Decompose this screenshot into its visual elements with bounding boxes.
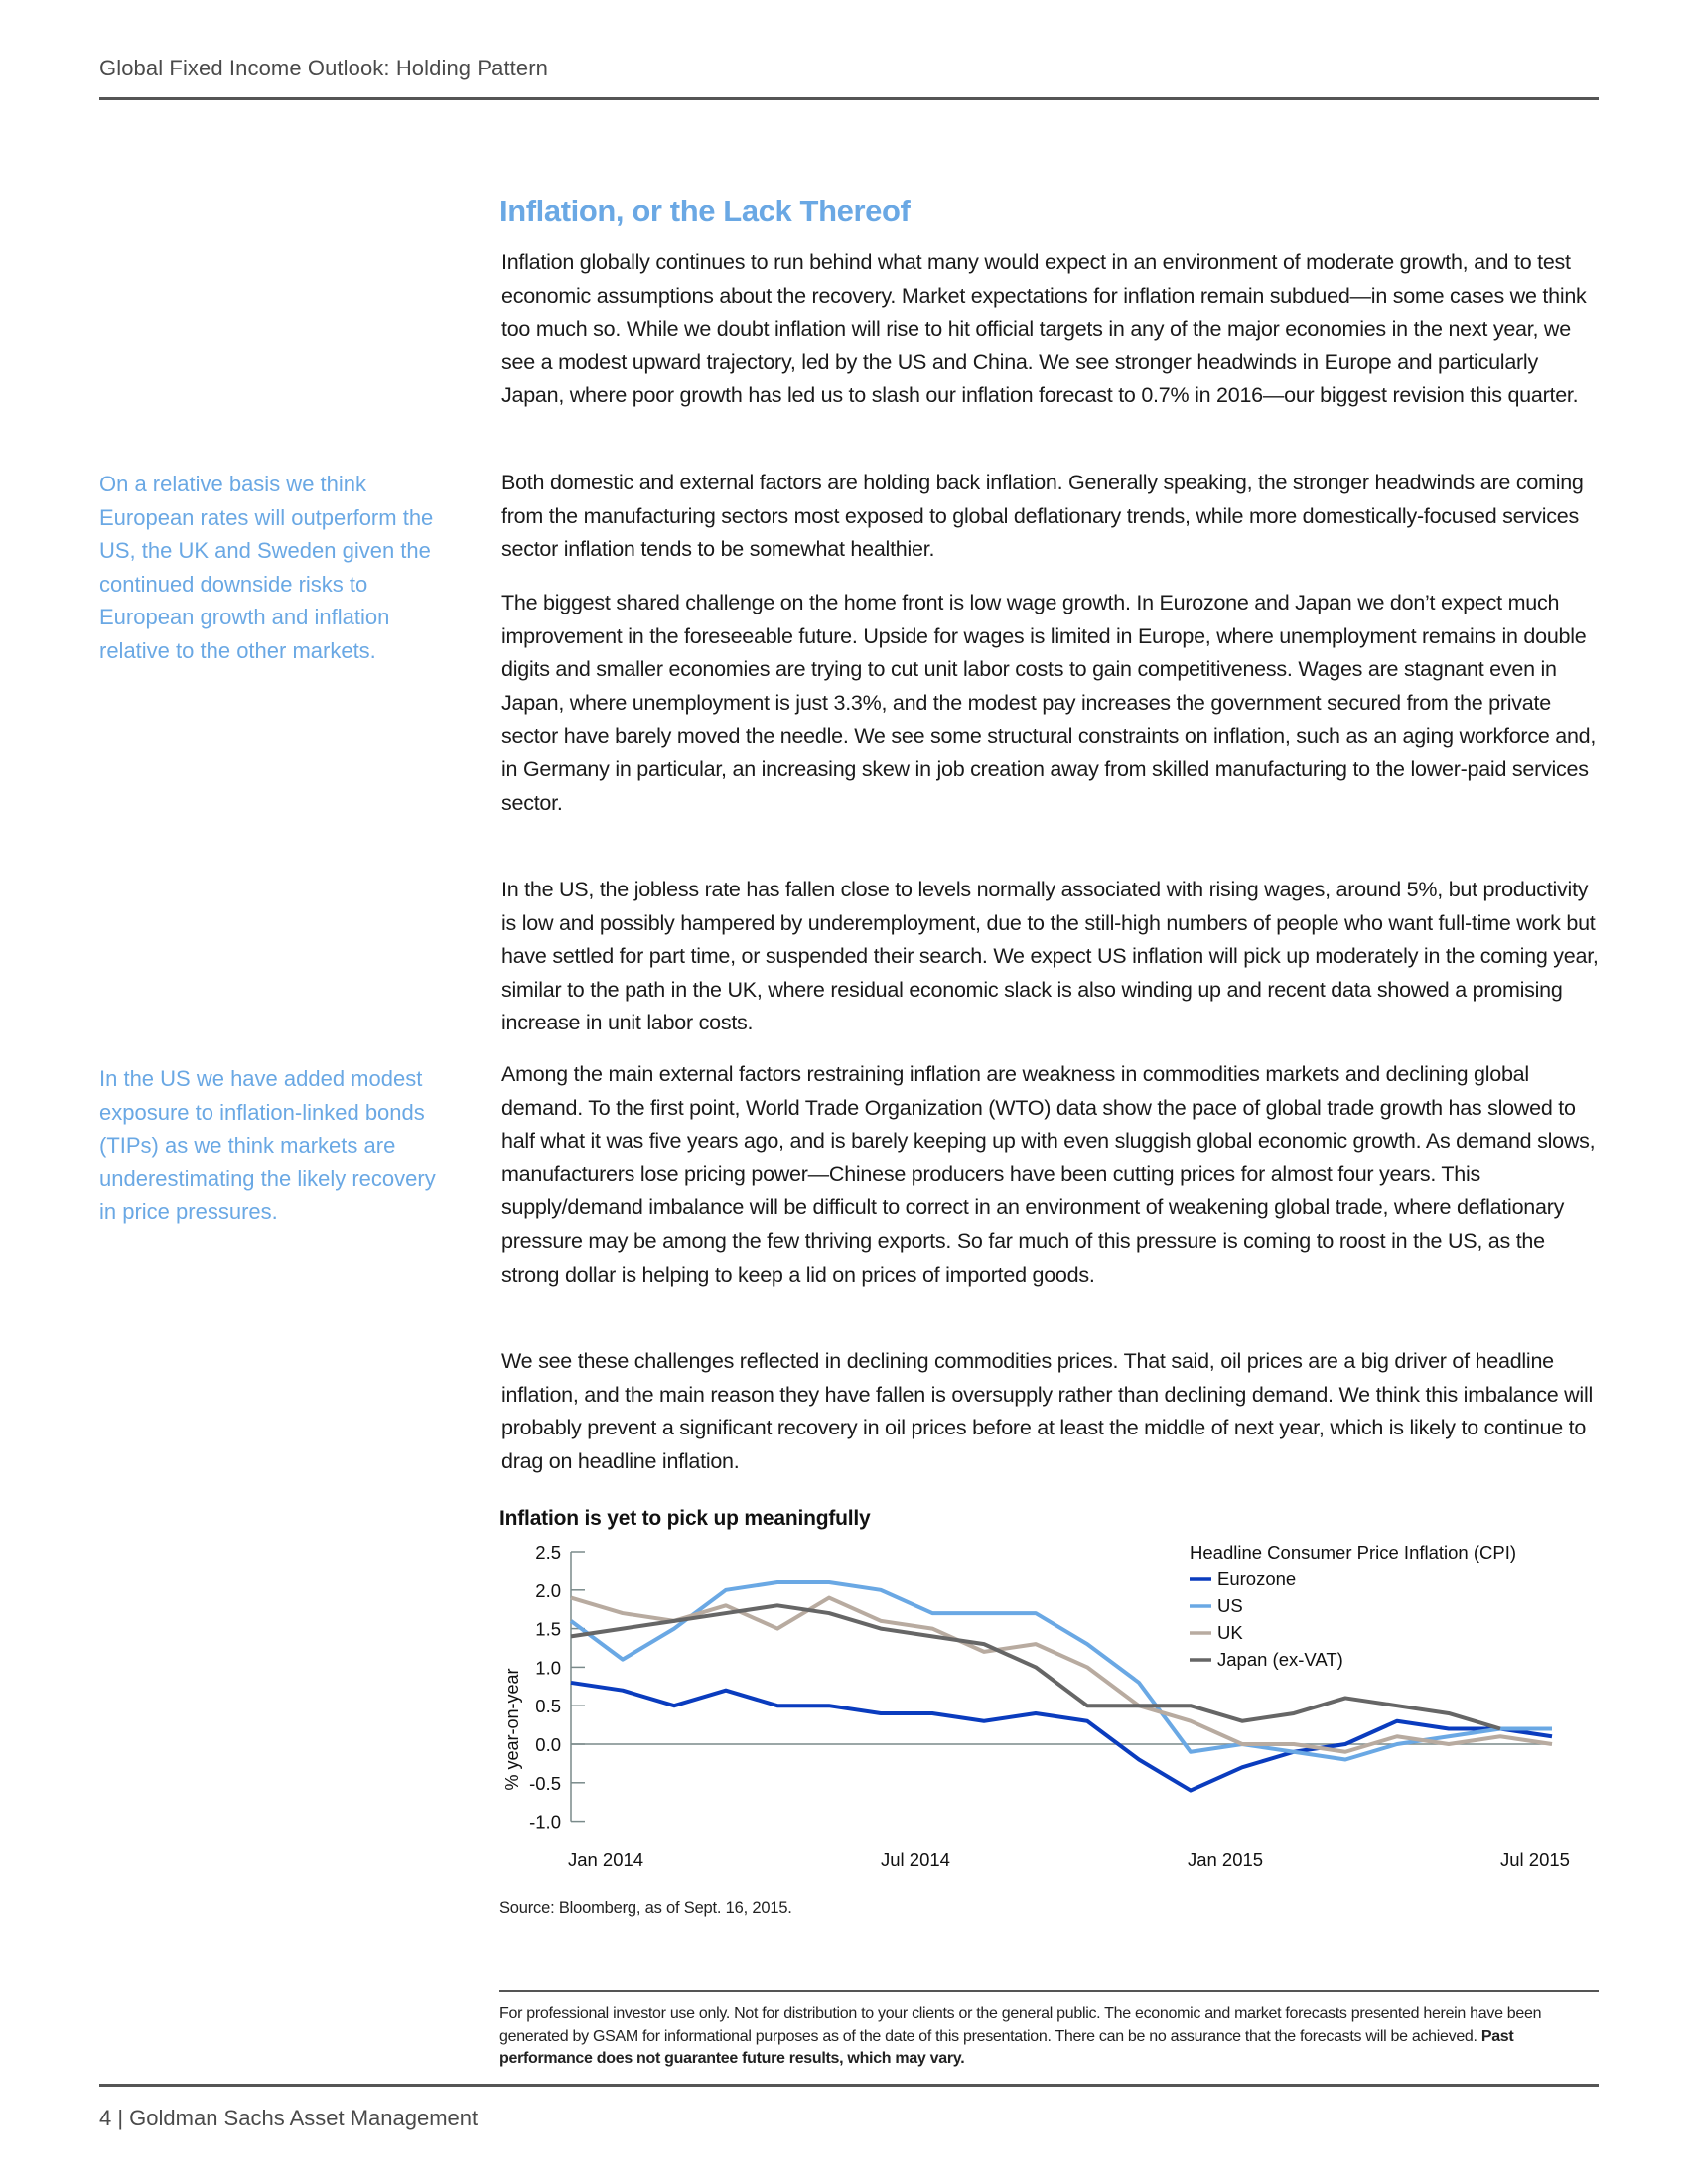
y-axis-label: % year-on-year (502, 1668, 522, 1791)
legend-label: Eurozone (1217, 1569, 1297, 1589)
disclaimer-divider (499, 1990, 1599, 1992)
x-tick-label: Jan 2015 (1187, 1849, 1264, 1870)
disclaimer-text: For professional investor use only. Not for distribution to your clients or the general public. The economic and market forecasts presented herein have been generated by GSAM for informational purposes as of the date of this presentation. There can be no assurance that the forecasts will be achieved. (499, 2005, 1542, 2045)
section-title: Inflation, or the Lack Thereof (499, 194, 911, 228)
body-paragraph (501, 246, 1604, 413)
page-footer: 4 | Goldman Sachs Asset Management (99, 2106, 479, 2130)
paragraph-text: The biggest shared challenge on the home front is low wage growth. In Eurozone and Japan we don’t expect much improvement in the foreseeable future. Upside for wages is limited in Europe, where unemployment remains in double digits and smaller economies are trying to cut unit labor costs to gain competitiveness. Wages are stagnant even in Japan, where unemployment is just 3.3%, and the modest pay increases the government secured from the private sector have barely moved the needle. We see some structural constraints on inflation, such as an aging workforce and, in Germany in particular, an increasing skew in job creation away from skilled manufacturing to the lower-paid services sector. (501, 591, 1597, 815)
paragraph-text: Both domestic and external factors are holding back inflation. Generally speaking, the stronger headwinds are coming from the manufacturing sectors most exposed to global deflationary trends, while more domestically-focused services sector inflation tends to be somewhat healthier. (501, 471, 1584, 562)
y-tick-label: -0.5 (529, 1772, 561, 1794)
series-line-uk (571, 1598, 1552, 1752)
legend-label: Japan (ex-VAT) (1217, 1649, 1343, 1670)
inflation-line-chart (487, 1534, 1599, 1881)
y-tick-label: 2.0 (535, 1579, 561, 1601)
paragraph-text: Inflation globally continues to run behind what many would expect in an environment of moderate growth, and to test economic assumptions about the recovery. Market expectations for inflation remain subdued—in some cases we think too much so. While we doubt inflation will rise to hit official targets in any of the major economies in the next year, we see a modest upward trajectory, led by the US and China. We see stronger headwinds in Europe and particularly Japan, where poor growth has led us to slash our inflation forecast to 0.7% in 2016—our biggest revision this quarter. (501, 250, 1587, 408)
body-paragraph (501, 1058, 1604, 1292)
paragraph-text: In the US, the jobless rate has fallen close to levels normally associated with rising wages, around 5%, but productivity is low and possibly hampered by underemployment, due to the still-high numbers of people who want full-time work but have settled for part time, or suspended their search. We expect US inflation will pick up moderately in the coming year, similar to the path in the UK, where residual economic slack is also winding up and recent data showed a promising increase in unit labor costs. (501, 878, 1599, 1035)
y-tick-label: 2.5 (535, 1542, 561, 1563)
y-tick-label: 1.5 (535, 1618, 561, 1640)
body-paragraph (501, 1345, 1604, 1478)
x-tick-label: Jul 2015 (1500, 1849, 1570, 1870)
legend-label: US (1217, 1595, 1243, 1616)
y-tick-label: 0.5 (535, 1696, 561, 1717)
y-tick-label: 1.0 (535, 1657, 561, 1679)
sidebar-note: In the US we have added modest exposure to inflation-linked bonds (TIPs) as we think markets are underestimating the likely recovery in price pressures. (99, 1066, 436, 1225)
chart-title: Inflation is yet to pick up meaningfully (499, 1507, 871, 1530)
paragraph-text: We see these challenges reflected in declining commodities prices. That said, oil prices are a big driver of headline inflation, and the main reason they have fallen is oversupply rather than declining demand. We think this imbalance will probably prevent a significant recovery in oil prices before at least the middle of next year, which is likely to continue to drag on headline inflation. (501, 1349, 1593, 1473)
paragraph-text: Among the main external factors restraining inflation are weakness in commodities markets and declining global demand. To the first point, World Trade Organization (WTO) data show the pace of global trade growth has slowed to half what it was five years ago, and is barely keeping up with even sluggish global economic growth. As demand slows, manufacturers lose pricing power—Chinese producers have been cutting prices for almost four years. This supply/demand imbalance will be difficult to correct in an environment of weakening global trade, where deflationary pressure may be among the few thriving exports. So far much of this pressure is coming to roost in the US, as the strong dollar is helping to keep a lid on prices of imported goods. (501, 1062, 1596, 1287)
chart-source: Source: Bloomberg, as of Sept. 16, 2015. (499, 1899, 792, 1917)
disclaimer-bold-text: Past performance does not guarantee future results, which may vary. (499, 2027, 1514, 2067)
legend-title: Headline Consumer Price Inflation (CPI) (1190, 1542, 1517, 1563)
running-header-title: Global Fixed Income Outlook: Holding Pattern (99, 56, 548, 80)
header-divider (99, 97, 1599, 100)
x-tick-label: Jul 2014 (881, 1849, 950, 1870)
sidebar-note: On a relative basis we think European rates will outperform the US, the UK and Sweden given the continued downside risks to European growth and inflation relative to the other markets. (99, 472, 434, 663)
y-tick-label: -1.0 (529, 1811, 561, 1833)
body-paragraph (501, 874, 1604, 1040)
legend-label: UK (1217, 1622, 1243, 1643)
body-paragraph (501, 587, 1604, 820)
disclaimer (499, 2003, 1602, 2071)
footer-divider (99, 2084, 1599, 2087)
y-tick-label: 0.0 (535, 1734, 561, 1755)
body-paragraph (501, 467, 1604, 567)
x-tick-label: Jan 2014 (567, 1849, 644, 1870)
series-line-japan-ex-vat- (571, 1605, 1500, 1728)
